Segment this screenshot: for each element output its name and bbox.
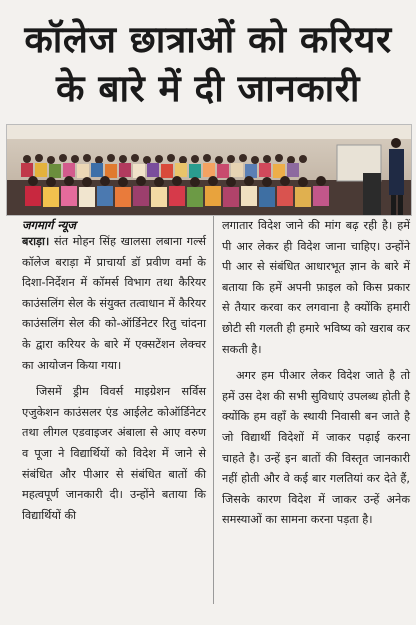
article-paragraph: जिसमें ड्रीम विवर्स माइग्रेशन सर्विस एजुकेशन काउंसलर एंड आईलेट कोऑर्डिनेटर तथा लीगल एडवाइजर अंबाला से आए वरुण व पूजा ने विद्यार्थियों को विदेश में जाने से संबंधित और पीआर से संबंधित बातों की महत्वपूर्ण जानकारी दी। उन्होंने बताया कि विद्यार्थियों की bbox=[22, 385, 206, 522]
headline-line-2: के बारे में दी जानकारी bbox=[56, 67, 360, 110]
article-column-right bbox=[222, 216, 410, 531]
byline: जगमार्ग न्यूज bbox=[22, 218, 76, 232]
article-text: संत मोहन सिंह खालसा लबाना गर्ल्स कॉलेज बराड़ा में प्राचार्या डॉ प्रवीण वर्मा के दिशा-निर्देशन में कॉमर्स विभाग तथा कैरियर काउंसलिंग सेल के संयुक्त तत्वाधान में कैरियर काउंसलिंग सेल की को-ऑर्डिनेटर रितु चांदना के द्वारा करियर के बारे में एक्सटेंशन लेक्चर का आयोजन किया गया। bbox=[22, 235, 206, 372]
dateline: बराड़ा। bbox=[22, 235, 50, 248]
article-column-left bbox=[22, 232, 206, 526]
article-paragraph: अगर हम पीआर लेकर विदेश जाते है तो हमें उस देश की सभी सुविधाएं उपलब्ध होती है क्योंकि हम वहाँ के स्थायी निवासी बन जाते है जो विद्यार्थी विदेशों में जाकर पढ़ाई करना चाहते है। उन्हें इन बातों की विस्तृत जानकारी नहीं होती और वे कई बार गलतियां कर देते हैं, जिसके कारण विदेश में जाकर उन्हें अनेक समस्याओं का सामना करना पड़ता है। bbox=[222, 369, 410, 527]
headline-line-1: कॉलेज छात्राओं को करियर bbox=[24, 18, 392, 61]
article-paragraph bbox=[22, 232, 206, 376]
auditorium-photo bbox=[7, 125, 411, 215]
news-photo bbox=[6, 124, 412, 216]
article-paragraph: लगातार विदेश जाने की मांग बढ़ रही है। हमें पी आर लेकर ही विदेश जाना चाहिए। उन्होंने पी आर से संबंधित आधारभूत ज्ञान के बारे में बताया कि हमें अपनी फ़ाइल को किस प्रकार से तैयार करवा कर लगवाना है क्योंकि हमारी छोटी सी गलती ही हमारे भविष्य को खराब कर सकती है। bbox=[222, 219, 410, 356]
column-divider bbox=[213, 216, 214, 604]
